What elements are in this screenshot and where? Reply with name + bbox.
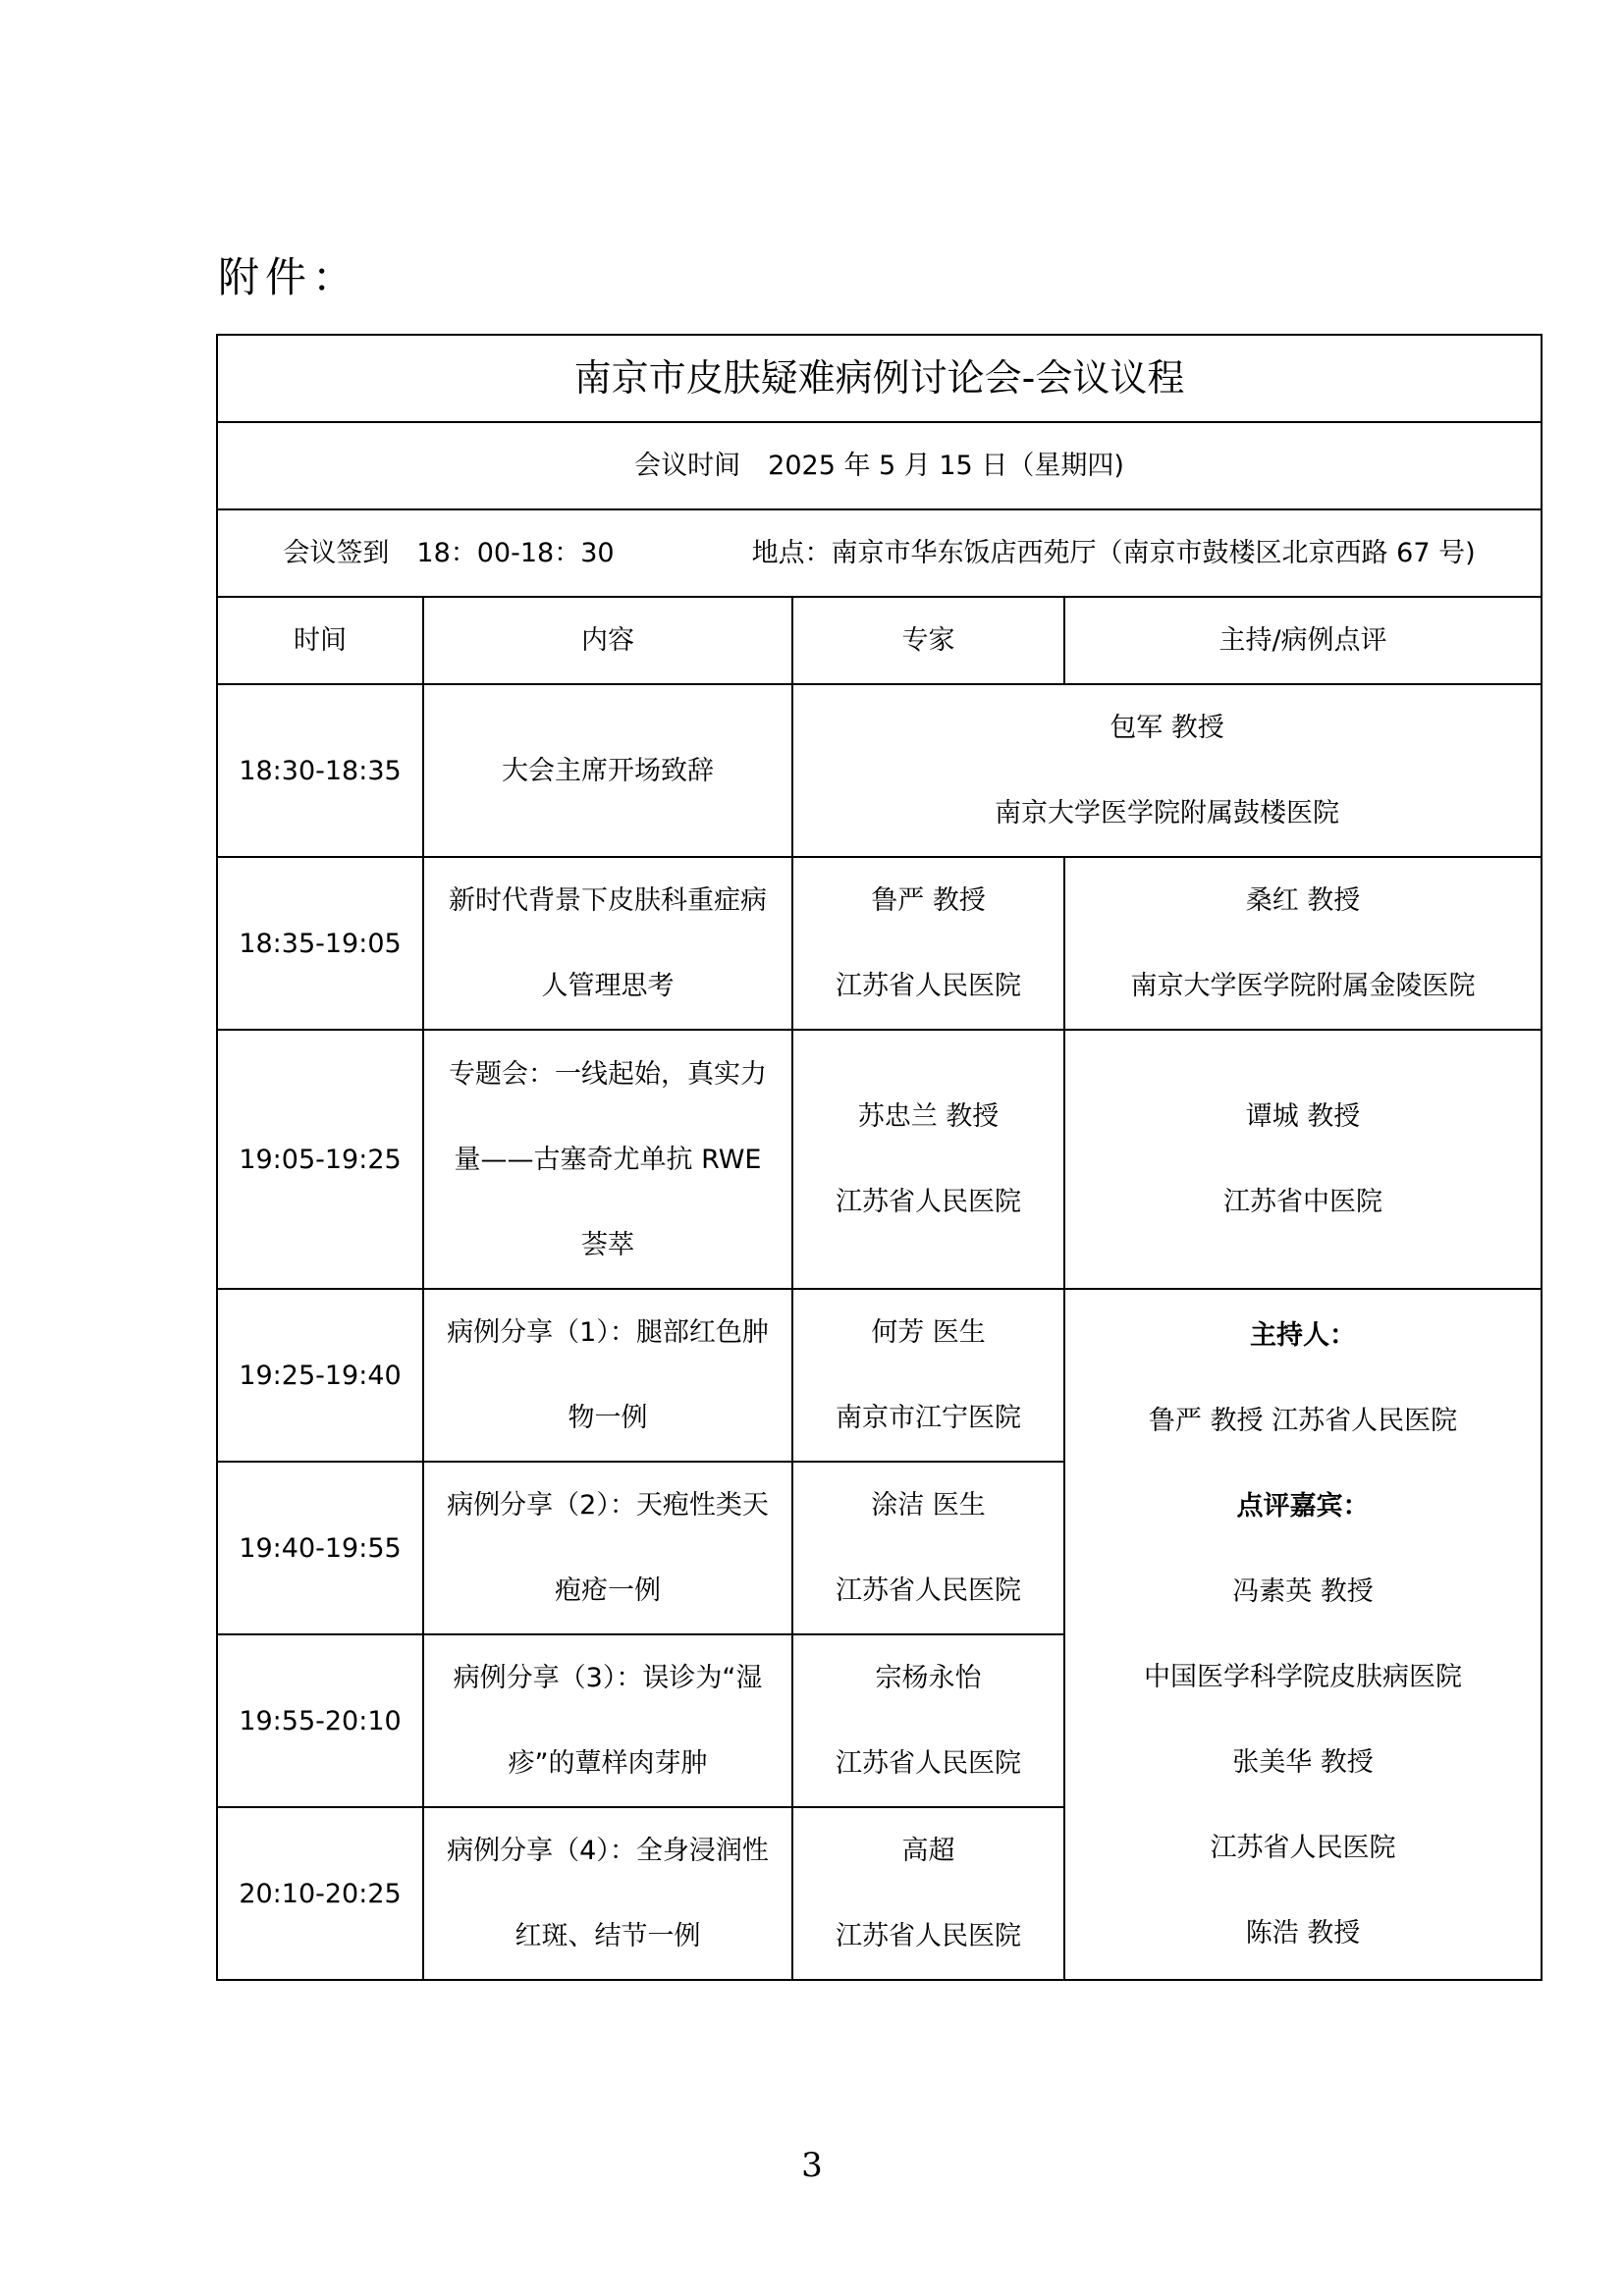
row-speaker: [792, 684, 1542, 857]
content-line: 病例分享（2）：天疱性类天: [447, 1490, 769, 1521]
row-expert: [792, 857, 1064, 1030]
row-time: 19:25-19:40: [217, 1289, 423, 1462]
row-content: [423, 1634, 792, 1807]
row-expert: [792, 1462, 1064, 1634]
content-line: 专题会：一线起始，真实力: [449, 1058, 767, 1090]
agenda-row: [217, 1030, 1542, 1289]
host-org: 江苏省中医院: [1223, 1187, 1383, 1217]
expert-org: 江苏省人民医院: [836, 1921, 1021, 1951]
header-host: 主持/病例点评: [1064, 597, 1542, 684]
row-host: [1064, 1030, 1542, 1289]
signin-location: [217, 509, 1542, 597]
content-line: 量——古塞奇尤单抗 RWE: [454, 1144, 762, 1175]
row-time: 18:30-18:35: [217, 684, 423, 857]
signin-row: [217, 509, 1542, 597]
row-expert: [792, 1634, 1064, 1807]
expert-org: 南京市江宁医院: [836, 1403, 1021, 1433]
row-time: 18:35-19:05: [217, 857, 423, 1030]
row-expert: [792, 1807, 1064, 1980]
header-time: 时间: [217, 597, 423, 684]
expert-name: 高超: [901, 1836, 955, 1866]
expert-name: 宗杨永怡: [875, 1663, 982, 1693]
meeting-time-row: [217, 422, 1542, 509]
agenda-row: [217, 857, 1542, 1030]
row-content: [423, 1807, 792, 1980]
title-row: [217, 335, 1542, 422]
signin-time: 18：00-18：30: [416, 538, 615, 568]
agenda-row: [217, 684, 1542, 857]
header-content: 内容: [423, 597, 792, 684]
panel-host: 鲁严 教授 江苏省人民医院: [1148, 1406, 1458, 1436]
speaker-org: 南京大学医学院附属鼓楼医院: [995, 798, 1340, 828]
reviewer-name: 陈浩 教授: [1245, 1918, 1361, 1949]
content-line: 人管理思考: [541, 971, 675, 1001]
reviewer-name: 张美华 教授: [1232, 1747, 1374, 1778]
page-number: 3: [801, 2146, 823, 2185]
row-content: 大会主席开场致辞: [423, 684, 792, 857]
panel-review-label: 点评嘉宾：: [1236, 1491, 1370, 1522]
row-content: [423, 1462, 792, 1634]
host-org: 南京大学医学院附属金陵医院: [1130, 971, 1476, 1001]
agenda-table: [216, 334, 1543, 1981]
row-time: 19:40-19:55: [217, 1462, 423, 1634]
reviewer-org: 中国医学科学院皮肤病医院: [1144, 1662, 1463, 1692]
content-line: 物一例: [568, 1403, 648, 1433]
row-expert: [792, 1030, 1064, 1289]
row-expert: [792, 1289, 1064, 1462]
content-line: 荟萃: [581, 1229, 634, 1260]
panel-host-label: 主持人：: [1250, 1320, 1357, 1351]
header-row: [217, 597, 1542, 684]
row-content: [423, 1289, 792, 1462]
host-name: 谭城 教授: [1245, 1101, 1361, 1132]
row-host: [1064, 857, 1542, 1030]
content-line: 病例分享（1）：腿部红色肿: [447, 1317, 769, 1348]
content-line: 疱疮一例: [555, 1575, 661, 1606]
expert-name: 涂洁 医生: [871, 1490, 986, 1521]
content-line: 疹”的蕈样肉芽肿: [508, 1748, 708, 1779]
content-line: 红斑、结节一例: [514, 1921, 701, 1951]
content-line: 新时代背景下皮肤科重症病: [449, 885, 767, 916]
signin-label: 会议签到: [283, 538, 390, 568]
expert-org: 江苏省人民医院: [836, 971, 1021, 1001]
expert-org: 江苏省人民医院: [836, 1748, 1021, 1779]
header-expert: 专家: [792, 597, 1064, 684]
content-line: 病例分享（3）：误诊为“湿: [453, 1663, 763, 1693]
row-time: 20:10-20:25: [217, 1807, 423, 1980]
expert-name: 苏忠兰 教授: [857, 1101, 1000, 1132]
expert-name: 鲁严 教授: [871, 885, 986, 916]
expert-name: 何芳 医生: [871, 1317, 986, 1348]
content-line: 病例分享（4）：全身浸润性: [447, 1836, 769, 1866]
row-time: 19:05-19:25: [217, 1030, 423, 1289]
agenda-row: [217, 1289, 1542, 1462]
meeting-time: [217, 422, 1542, 509]
expert-org: 江苏省人民医院: [836, 1575, 1021, 1606]
speaker-name: 包军 教授: [1110, 713, 1224, 743]
row-content: [423, 1030, 792, 1289]
host-name: 桑红 教授: [1245, 885, 1361, 916]
reviewer-org: 江苏省人民医院: [1210, 1833, 1396, 1863]
host-review-panel: [1064, 1289, 1542, 1980]
agenda-title: 南京市皮肤疑难病例讨论会-会议议程: [217, 335, 1542, 422]
row-content: [423, 857, 792, 1030]
row-time: 19:55-20:10: [217, 1634, 423, 1807]
meeting-date: 2025 年 5 月 15 日（星期四): [768, 451, 1124, 481]
attachment-label: 附件：: [218, 253, 360, 301]
location: 地点：南京市华东饭店西苑厅（南京市鼓楼区北京西路 67 号): [751, 538, 1476, 568]
meeting-time-label: 会议时间: [634, 451, 741, 481]
expert-org: 江苏省人民医院: [836, 1187, 1021, 1217]
reviewer-name: 冯素英 教授: [1232, 1576, 1374, 1607]
